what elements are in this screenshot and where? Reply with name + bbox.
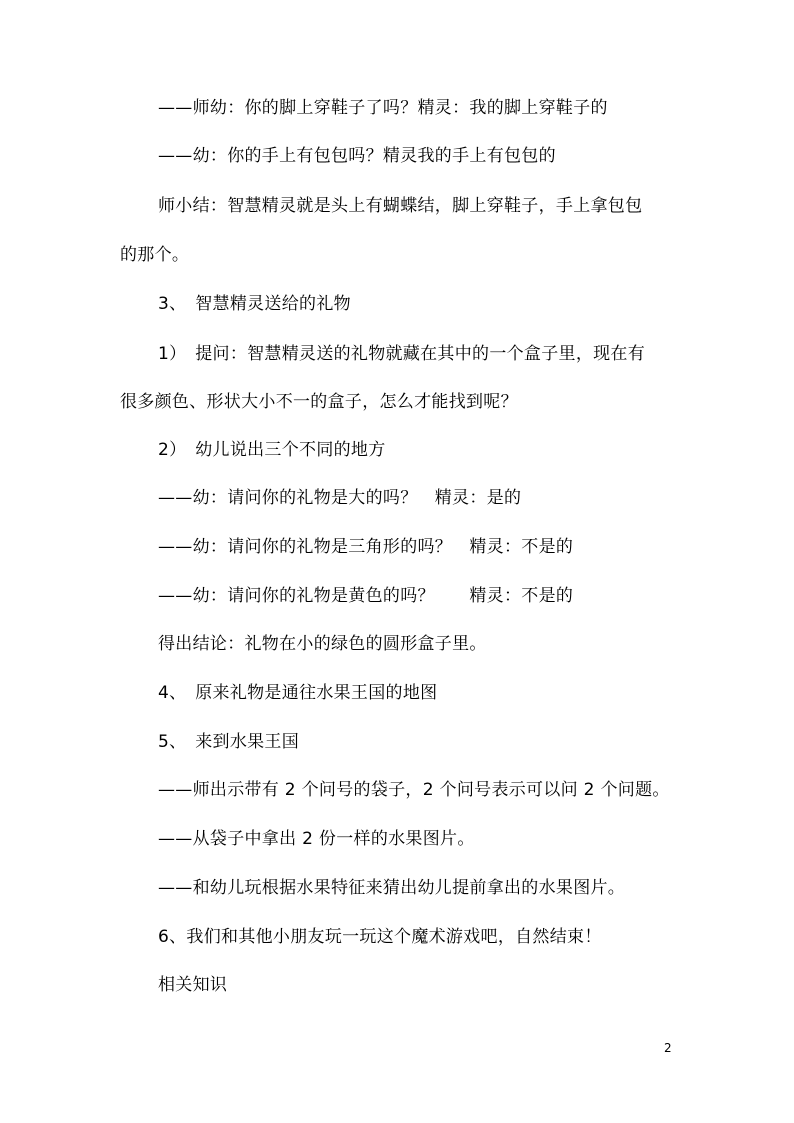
activity-line-bag: ——师出示带有 2 个问号的袋子，2 个问号表示可以问 2 个问题。	[158, 780, 670, 800]
dialogue-line-size: ——幼：请问你的礼物是大的吗？ 精灵：是的	[158, 488, 522, 508]
activity-line-pictures: ——从袋子中拿出 2 份一样的水果图片。	[158, 829, 475, 849]
dialogue-line-color: ——幼：请问你的礼物是黄色的吗？ 精灵：不是的	[158, 586, 574, 606]
activity-line-guess: ——和幼儿玩根据水果特征来猜出幼儿提前拿出的水果图片。	[158, 878, 626, 898]
dialogue-line-shoes: ——师幼：你的脚上穿鞋子了吗？精灵：我的脚上穿鞋子的	[158, 98, 608, 118]
conclusion-line: 得出结论：礼物在小的绿色的圆形盒子里。	[158, 634, 487, 654]
step-2-heading: 2） 幼儿说出三个不同的地方	[158, 440, 386, 460]
step-1-question: 1） 提问：智慧精灵送的礼物就藏在其中的一个盒子里，现在有	[158, 344, 646, 364]
dialogue-line-bag: ——幼：你的手上有包包吗？精灵我的手上有包包的	[158, 146, 556, 166]
dialogue-line-shape: ——幼：请问你的礼物是三角形的吗？ 精灵：不是的	[158, 537, 574, 557]
teacher-summary-line: 师小结：智慧精灵就是头上有蝴蝶结，脚上穿鞋子，手上拿包包	[158, 196, 643, 216]
section-heading-6: 6、我们和其他小朋友玩一玩这个魔术游戏吧，自然结束！	[158, 927, 602, 947]
section-heading-4: 4、 原来礼物是通往水果王国的地图	[158, 683, 438, 703]
page-number: 2	[664, 1041, 672, 1055]
related-knowledge-heading: 相关知识	[158, 975, 228, 995]
section-heading-3: 3、 智慧精灵送给的礼物	[158, 294, 351, 314]
section-heading-5: 5、 来到水果王国	[158, 732, 300, 752]
teacher-summary-continuation: 的那个。	[120, 245, 190, 265]
step-1-question-continuation: 很多颜色、形状大小不一的盒子，怎么才能找到呢？	[120, 392, 518, 412]
